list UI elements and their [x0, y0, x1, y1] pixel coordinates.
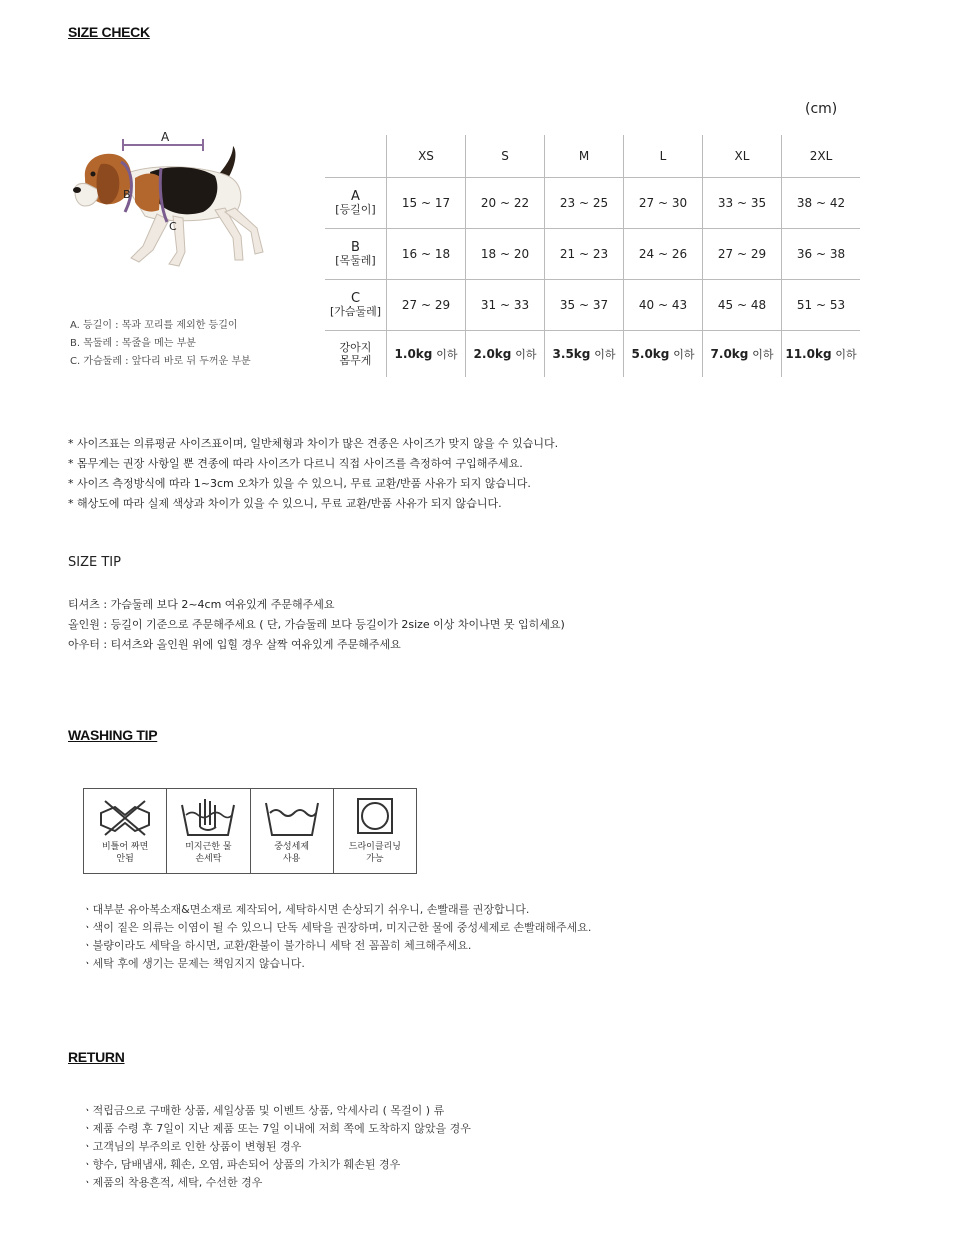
table-row [325, 229, 860, 280]
weight-cell: 11.0kg 이하 [782, 331, 861, 378]
table-cell: 24 ~ 26 [624, 229, 703, 280]
column-header: S [466, 135, 545, 178]
row-name: [등길이] [335, 203, 376, 216]
table-cell: 51 ~ 53 [782, 280, 861, 331]
row-label [325, 280, 387, 331]
wash-cell [167, 789, 250, 873]
wash-label: 미지근한 물 손세탁 [185, 842, 232, 864]
table-cell: 33 ~ 35 [703, 178, 782, 229]
size-tip-title: SIZE TIP [68, 555, 121, 570]
note-item: * 사이즈표는 의류평균 사이즈표이며, 일반체형과 차이가 많은 견종은 사이즈가 맞지 않을 수 있습니다. [68, 437, 559, 450]
weight-cell: 3.5kg 이하 [545, 331, 624, 378]
label-a: A [161, 130, 170, 144]
weight-cell: 2.0kg 이하 [466, 331, 545, 378]
dog-figure-icon [65, 128, 265, 278]
no-wring-icon [97, 795, 153, 839]
list-item: ㆍ제품 수령 후 7일이 지난 제품 또는 7일 이내에 저희 쪽에 도착하지 않았을 경우 [82, 1122, 471, 1135]
return-bullets [82, 1102, 471, 1192]
weight-row-label [325, 331, 387, 378]
size-table [325, 135, 860, 377]
weight-label-line1: 강아지 [339, 341, 372, 354]
table-header-row [325, 135, 860, 178]
column-header: 2XL [782, 135, 861, 178]
list-item: ㆍ세탁 후에 생기는 문제는 책임지지 않습니다. [82, 957, 305, 970]
dog-illustration [65, 128, 265, 278]
list-item: ㆍ고객님의 부주의로 인한 상품이 변형된 경우 [82, 1140, 302, 1153]
table-cell: 38 ~ 42 [782, 178, 861, 229]
table-cell: 21 ~ 23 [545, 229, 624, 280]
washing-bullets [82, 901, 591, 973]
table-cell: 20 ~ 22 [466, 178, 545, 229]
note-item: * 해상도에 따라 실제 색상과 차이가 있을 수 있으니, 무료 교환/반품 사유가 되지 않습니다. [68, 497, 502, 510]
hand-wash-icon [180, 795, 236, 839]
washing-tip-title: WASHING TIP [68, 727, 158, 743]
table-cell: 18 ~ 20 [466, 229, 545, 280]
wash-cell [84, 789, 167, 873]
return-title: RETURN [68, 1049, 125, 1065]
weight-cell: 1.0kg 이하 [387, 331, 466, 378]
legend-item: B. 목둘레 : 목줄을 메는 부분 [70, 338, 196, 349]
list-item: ㆍ제품의 착용흔적, 세탁, 수선한 경우 [82, 1176, 263, 1189]
size-legend [70, 317, 251, 371]
wash-cell [251, 789, 334, 873]
row-label [325, 178, 387, 229]
row-letter: B [351, 240, 360, 255]
row-letter: A [351, 189, 360, 204]
table-corner [325, 135, 387, 178]
weight-cell: 7.0kg 이하 [703, 331, 782, 378]
label-c: C [169, 220, 177, 233]
washing-icons [83, 788, 417, 874]
note-item: * 몸무게는 권장 사항일 뿐 견종에 따라 사이즈가 다르니 직접 사이즈를 측정하여 구입해주세요. [68, 457, 523, 470]
table-cell: 31 ~ 33 [466, 280, 545, 331]
column-header: L [624, 135, 703, 178]
list-item: ㆍ향수, 담배냄새, 훼손, 오염, 파손되어 상품의 가치가 훼손된 경우 [82, 1158, 401, 1171]
table-cell: 35 ~ 37 [545, 280, 624, 331]
unit-label: (cm) [805, 101, 838, 117]
table-cell: 16 ~ 18 [387, 229, 466, 280]
tip-item: 아우터 : 티셔츠와 올인원 위에 입힐 경우 살짝 여유있게 주문해주세요 [68, 638, 401, 651]
table-cell: 27 ~ 30 [624, 178, 703, 229]
column-header: XL [703, 135, 782, 178]
size-tip-list [68, 595, 565, 655]
neutral-detergent-icon [264, 795, 320, 839]
list-item: ㆍ적립금으로 구매한 상품, 세일상품 및 이벤트 상품, 악세사리 ( 목걸이 ) 류 [82, 1104, 445, 1117]
list-item: ㆍ색이 짙은 의류는 이염이 될 수 있으니 단독 세탁을 권장하며, 미지근한 물에 중성세제로 손빨래해주세요. [82, 921, 592, 934]
table-cell: 40 ~ 43 [624, 280, 703, 331]
weight-label-line2: 몸무게 [339, 354, 372, 367]
weight-row [325, 331, 860, 378]
size-check-title: SIZE CHECK [68, 24, 150, 40]
note-item: * 사이즈 측정방식에 따라 1~3cm 오차가 있을 수 있으니, 무료 교환/반품 사유가 되지 않습니다. [68, 477, 531, 490]
size-notes [68, 434, 558, 514]
wash-label: 드라이클리닝 가능 [348, 842, 401, 864]
table-row [325, 280, 860, 331]
table-cell: 23 ~ 25 [545, 178, 624, 229]
tip-item: 올인원 : 등길이 기준으로 주문해주세요 ( 단, 가슴둘레 보다 등길이가 2size 이상 차이나면 못 입히세요) [68, 618, 565, 631]
tip-item: 티셔츠 : 가슴둘레 보다 2~4cm 여유있게 주문해주세요 [68, 598, 335, 611]
table-cell: 45 ~ 48 [703, 280, 782, 331]
weight-cell: 5.0kg 이하 [624, 331, 703, 378]
table-cell: 36 ~ 38 [782, 229, 861, 280]
column-header: M [545, 135, 624, 178]
row-name: [가슴둘레] [329, 305, 382, 318]
legend-item: C. 가슴둘레 : 앞다리 바로 뒤 두꺼운 부분 [70, 356, 251, 367]
list-item: ㆍ대부분 유아복소재&면소재로 제작되어, 세탁하시면 손상되기 쉬우니, 손빨래를 권장합니다. [82, 903, 530, 916]
table-cell: 27 ~ 29 [703, 229, 782, 280]
dry-clean-icon [347, 795, 403, 839]
row-label [325, 229, 387, 280]
legend-item: A. 등길이 : 목과 꼬리를 제외한 등길이 [70, 320, 238, 331]
wash-label: 중성세제 사용 [274, 842, 310, 864]
table-cell: 27 ~ 29 [387, 280, 466, 331]
row-name: [목둘레] [335, 254, 376, 267]
table-cell: 15 ~ 17 [387, 178, 466, 229]
label-b: B [123, 188, 131, 201]
column-header: XS [387, 135, 466, 178]
wash-cell [334, 789, 416, 873]
wash-label: 비틀어 짜면 안됨 [101, 842, 149, 864]
list-item: ㆍ불량이라도 세탁을 하시면, 교환/환불이 불가하니 세탁 전 꼼꼼히 체크해주세요. [82, 939, 472, 952]
row-letter: C [350, 291, 361, 306]
table-row [325, 178, 860, 229]
